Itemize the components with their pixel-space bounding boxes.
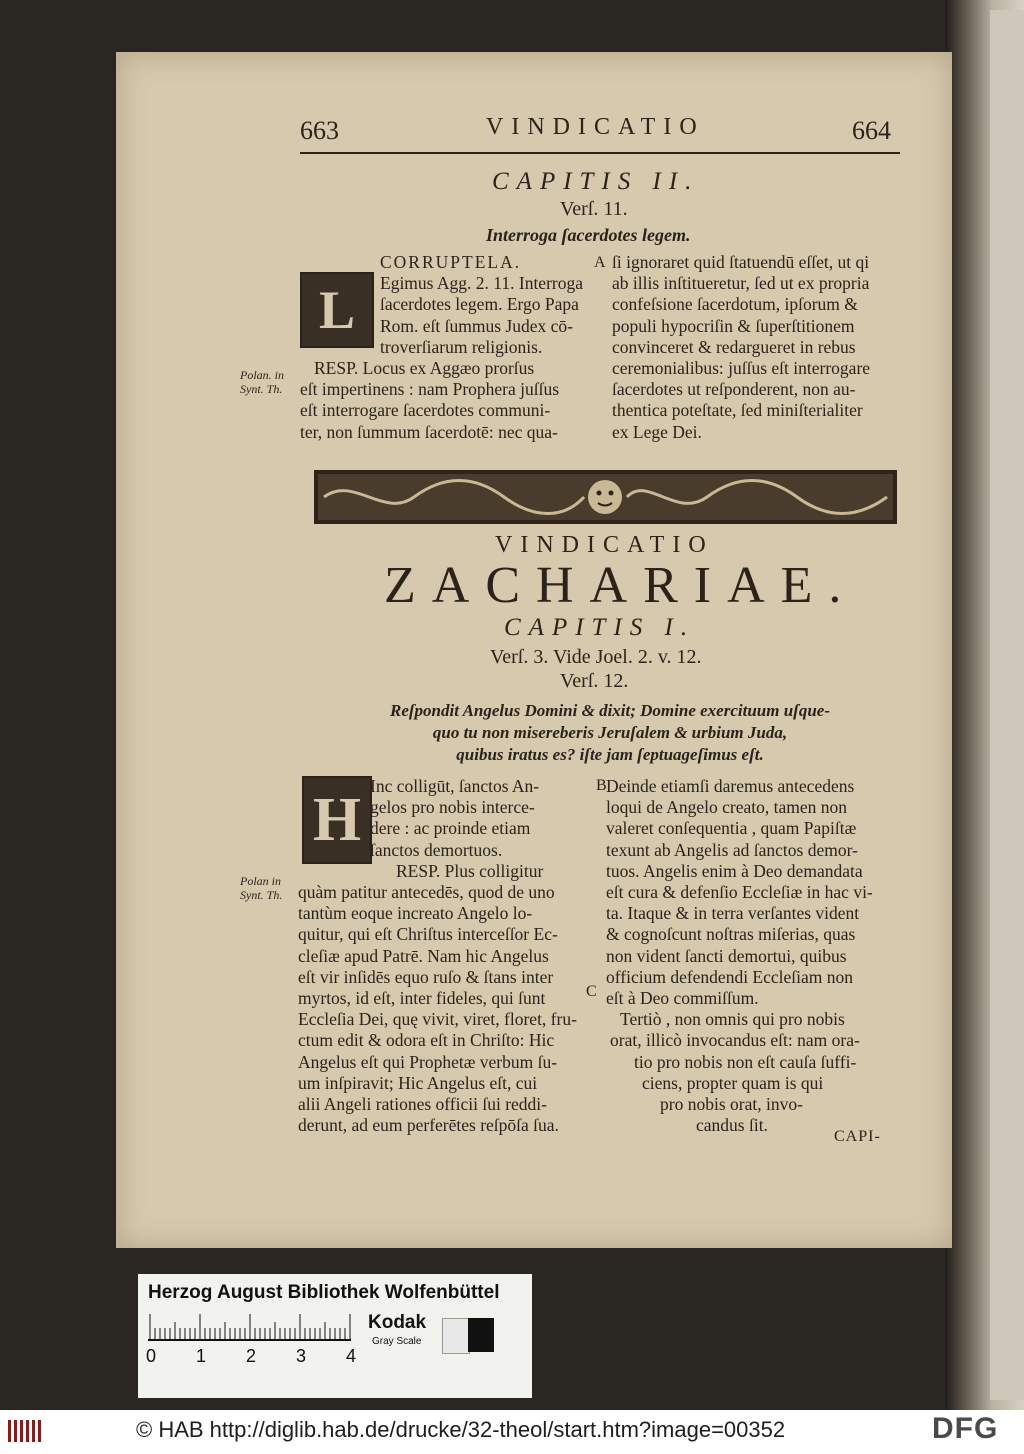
text-line: Egimus Agg. 2. 11. Interroga <box>380 273 584 294</box>
dfg-logo: DFG <box>932 1412 999 1445</box>
text-line: ſacerdotes legem. Ergo Papa <box>380 294 579 315</box>
text-line: candus ſit. <box>696 1115 768 1136</box>
capitis-heading-1: CAPITIS II. <box>492 168 700 195</box>
gray-scale-label: Gray Scale <box>372 1336 422 1347</box>
margin-note-1 <box>240 368 284 396</box>
text-line: ſacerdotes ut reſponderent, non au- <box>612 379 856 400</box>
text-line: confeſsione ſacerdotum, ipſorum & <box>612 294 858 315</box>
margin-note-line: Polan in <box>240 874 281 888</box>
capitis-heading-2: CAPITIS I. <box>504 614 696 641</box>
quote-line: quo tu non misereberis Jeruſalem & urbium Juda, <box>432 723 788 742</box>
margin-note-line: Polan. in <box>240 368 284 382</box>
text-line: Deinde etiamſi daremus antecedens <box>606 776 855 796</box>
vers-heading-2b: Verſ. 12. <box>560 670 629 692</box>
kodak-logo: Kodak <box>368 1312 427 1333</box>
text-line: orat, illicò invocandus eſt: nam ora- <box>610 1030 860 1051</box>
vindicatio-heading: VINDICATIO <box>495 532 714 558</box>
text-line: Tertiò , non omnis qui pro nobis <box>620 1009 845 1030</box>
quote-block-2 <box>330 700 890 766</box>
text-line: CORRUPTELA. <box>380 252 522 272</box>
text-line: troverſiarum religionis. <box>380 336 543 357</box>
text-line: ab illis inſtitueretur, ſed ut ex propria <box>612 273 870 294</box>
library-name: Herzog August Bibliothek Wolfenbüttel <box>148 1282 500 1303</box>
ruler-icon <box>146 1312 356 1342</box>
quote-line: quibus iratus es? iſte jam ſeptuageſimus eſt. <box>456 745 764 764</box>
text-line: valeret conſequentia , quam Papiſtæ <box>606 818 857 839</box>
text-line: Angelus eſt qui Prophetæ verbum ſu- <box>298 1051 558 1072</box>
dropcap-h: H <box>302 776 372 864</box>
text-line: loqui de Angelo creato, tamen non <box>606 797 848 818</box>
text-line: ta. Itaque & in terra verſantes vident <box>606 903 860 924</box>
library-barcode-icon <box>6 1416 46 1446</box>
text-line: non vident ſancti demortui, quibus <box>606 945 847 966</box>
text-line: quitur, qui eſt Chriſtus interceſſor Ec- <box>298 924 558 945</box>
text-line: um inſpiravit; Hic Angelus eſt, cui <box>298 1072 538 1093</box>
column-left-1 <box>300 252 592 443</box>
text-line: & cognoſcunt noſtras miſerias, quas <box>606 924 856 945</box>
text-line: convinceret & redargueret in rebus <box>612 336 856 357</box>
text-line: tuos. Angelis enim à Deo demandata <box>606 860 863 881</box>
text-line: ter, non ſummum ſacerdotē: nec qua- <box>300 421 558 442</box>
scale-label: 2 <box>245 1346 256 1366</box>
text-line: dere : ac proinde etiam <box>370 818 531 839</box>
text-line: RESP. Plus colligitur <box>396 860 544 881</box>
scale-label: 3 <box>295 1346 306 1366</box>
text-line: Rom. eſt ſummus Judex cō- <box>380 315 573 336</box>
text-line: myrtos, id eſt, inter fideles, qui ſunt <box>298 988 546 1009</box>
scale-label: 1 <box>195 1346 206 1366</box>
vers-heading-2a: Verſ. 3. Vide Joel. 2. v. 12. <box>490 646 702 668</box>
vers-heading-1: Verſ. 11. <box>560 198 628 220</box>
text-line: ciens, propter quam is qui <box>642 1072 824 1093</box>
column-right-2 <box>606 776 898 1136</box>
text-line: ſi ignoraret quid ſtatuendū eſſet, ut qi <box>612 252 870 272</box>
text-line: Inc colligūt, ſanctos An- <box>370 776 540 796</box>
quote-line: Reſpondit Angelus Domini & dixit; Domine exercituum uſque- <box>390 701 830 720</box>
text-line: tio pro nobis non eſt cauſa ſuffi- <box>634 1051 857 1072</box>
text-line: alii Angeli rationes officii ſui reddi- <box>298 1094 547 1115</box>
text-line: ſanctos demortuos. <box>370 839 503 860</box>
text-line: tantùm eoque increato Angelo lo- <box>298 903 533 924</box>
text-line: officium defendendi Eccleſiam non <box>606 966 854 987</box>
text-line: eſt à Deo commiſſum. <box>606 988 759 1009</box>
text-line: gelos pro nobis interce- <box>370 797 535 818</box>
text-line: ceremonialibus: juſſus eſt interrogare <box>612 358 871 379</box>
text-line: eſt impertinens : nam Prophera juſſus <box>300 379 560 400</box>
text-line: pro nobis orat, invo- <box>660 1094 803 1115</box>
text-line: thentica poteſtate, ſed miniſterialiter <box>612 400 863 421</box>
text-line: eſt cura & defenſio Eccleſiæ in hac vi- <box>606 882 873 903</box>
text-line: populi hypocriſin & ſuperſtitionem <box>612 315 855 336</box>
quote-heading-1: Interroga ſacerdotes legem. <box>486 225 691 245</box>
text-line: ex Lege Dei. <box>612 421 702 442</box>
column-left-2 <box>298 776 594 1136</box>
text-line: eſt vir inſidēs equo ruſo & ſtans inter <box>298 966 554 987</box>
section-letter-a: A <box>594 254 606 271</box>
text-line: texunt ab Angelis ad ſanctos demor- <box>606 839 858 860</box>
section-letter-b: B <box>596 777 607 794</box>
column-right-1 <box>612 252 902 443</box>
ornamental-headpiece <box>314 470 897 524</box>
text-line: quàm patitur antecedēs, quod de uno <box>298 882 555 903</box>
gray-patch-light <box>442 1318 470 1354</box>
header-rule <box>300 152 900 154</box>
dropcap-l: L <box>300 272 374 348</box>
page-number-left: 663 <box>300 116 339 145</box>
copyright-url: © HAB http://diglib.hab.de/drucke/32-theol/start.htm?image=00352 <box>136 1417 786 1442</box>
ruler-scale <box>146 1346 356 1367</box>
gray-patch-dark <box>468 1318 494 1352</box>
catchword: CAPI- <box>834 1128 881 1145</box>
scale-label: 4 <box>345 1346 356 1366</box>
margin-note-2 <box>240 874 282 902</box>
adjacent-page-strip <box>990 10 1024 1400</box>
library-label <box>138 1274 532 1398</box>
text-line: cleſiæ apud Patrē. Nam hic Angelus <box>298 945 549 966</box>
section-letter-c: C <box>586 983 597 1000</box>
text-line: Eccleſia Dei, quę vivit, viret, floret, fru- <box>298 1009 577 1030</box>
zachariae-title: ZACHARIAE. <box>384 557 858 614</box>
page-number-right: 664 <box>852 116 891 145</box>
running-title: VINDICATIO <box>486 114 705 140</box>
text-line: ctum edit & odora eſt in Chriſto: Hic <box>298 1030 555 1051</box>
text-line: RESP. Locus ex Aggæo prorſus <box>314 358 535 379</box>
margin-note-line: Synt. Th. <box>240 888 283 902</box>
text-line: eſt interrogare ſacerdotes communi- <box>300 400 551 421</box>
text-line: derunt, ad eum perferētes reſpōſa ſua. <box>298 1115 559 1136</box>
margin-note-line: Synt. Th. <box>240 382 283 396</box>
scale-label: 0 <box>146 1346 157 1366</box>
